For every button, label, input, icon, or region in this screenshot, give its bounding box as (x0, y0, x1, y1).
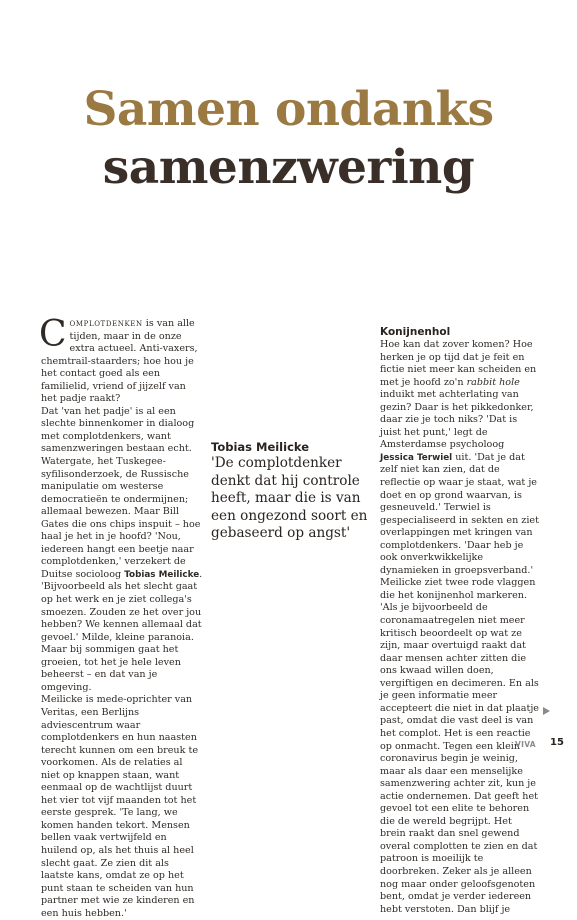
body-text: induikt met achterlating van gezin? Daar is het pikkedonker, daar zie je toch niks? 'Dat is juist het punt,' legt de Amsterdamse psycholoog (380, 389, 534, 451)
body-text: Dat 'van het padje' is al een slechte binnenkomer in dialoog met complotdenkers, want samenzweringen bestaan echt. Watergate, het Tuskegee-syfilisonderzoek, de Russische manipulatie om westerse democratieën te ondermijnen; allemaal bewezen. Maar Bill Gates die ons chips inspuit – hoe haal je het in je hoofd? 'Nou, iedereen hangt een beetje naar complotdenken,' verzekert de Duitse socioloog (41, 405, 201, 580)
person-name: Tobias Meilicke (124, 569, 200, 580)
dropcap: C (39, 314, 67, 355)
body-text: . 'Bijvoorbeeld als het slecht gaat op het werk en je ziet collega's smoezen. Zouden ze het over jou hebben? We kennen allemaal dat gevoel.' Milde, kleine paranoia. Maar bij sommigen gaat het groeien, tot het je hele leven beheerst – en dat van je omgeving. (41, 568, 203, 693)
lead-smallcaps: omplotdenken (69, 318, 143, 329)
pull-quote-author: Tobias Meilicke (211, 440, 310, 454)
headline-line-1: Samen ondanks (83, 82, 494, 137)
pull-quote (211, 440, 369, 543)
right-column (380, 325, 540, 916)
footer-logo: VIVA (515, 740, 536, 749)
pull-quote-text: 'De complotdenker denkt dat hij controle heeft, maar die is van een ongezond soort en gebaseerd op angst' (211, 455, 368, 542)
person-name: Jessica Terwiel (380, 452, 453, 463)
intro-paragraph (39, 314, 203, 406)
italic-phrase: rabbit hole (466, 376, 520, 388)
intro-text: is van alle tijden, maar in de onze extra actueel. Anti-vaxers, chemtrail-staarders; hoe hou je het contact goed als een familielid, vriend of jijzelf van het padje raakt? (41, 318, 198, 405)
body-text: uit. 'Dat je dat zelf niet kan zien, dat de reflectie op waar je staat, wat je doet en op grond waarvan, is gesneuveld.' Terwiel is gespecialiseerd in sekten en ziet overlappingen met kringen van complotdenkers. 'Daar heb je ook onverkwikkelijke dynamieken in groepsverband.' (380, 451, 539, 576)
left-column (39, 314, 203, 920)
body-paragraph-4: Meilicke ziet twee rode vlaggen die het konijnenhol markeren. 'Als je bijvoorbeeld de coronamaatregelen niet meer kritisch beoordeelt op wat ze zijn, maar overtuigd raakt dat daar mensen achter zitten die ons kwaad willen doen, vergiftigen en decimeren. En als je geen informatie meer accepteert die niet in dat plaatje past, omdat die vast deel is van het complot. Het is een reactie op onmacht. Tegen een klein coronavirus begin je weinig, maar als daar een menselijke samenzwering achter zit, kun je actie ondernemen. Dat geeft het gevoel tot een elite te behoren die de wereld begrijpt. Het brein raakt dan snel gewend overal complotten te zien en dat patroon is moeilijk te doorbreken. Zeker als je alleen nog maar onder geloofsgenoten bent, omdat je verder iedereen hebt verstoten. Dan blijf je (380, 577, 539, 915)
headline-line-2: samenzwering (102, 140, 475, 195)
page-number: 15 (550, 737, 564, 748)
section-subhead: Konijnenhol (380, 326, 451, 338)
body-paragraph-3 (380, 339, 540, 577)
arrow-right-icon (543, 707, 550, 715)
body-paragraph-2: Meilicke is mede-oprichter van Veritas, een Berlijns adviescentrum waar complotdenkers en hun naasten terecht kunnen om een breuk te voorkomen. Als de relaties al niet op knappen staan, want eenmaal op de wachtlijst duurt het vier tot vijf maanden tot het eerste gesprek. 'Te lang, we komen handen tekort. Mensen bellen vaak vertwijfeld en huilend op, als het thuis al heel slecht gaat. Ze zien dit als laatste kans, omdat ze op het punt staan te scheiden van hun partner met wie ze kinderen en een huis hebben.' (41, 694, 198, 919)
body-paragraph-1 (41, 406, 203, 695)
body-text: Hoe kan dat zover komen? Hoe herken je op tijd dat je feit en fictie niet meer kan scheiden en met je hoofd zo'n (380, 339, 537, 388)
